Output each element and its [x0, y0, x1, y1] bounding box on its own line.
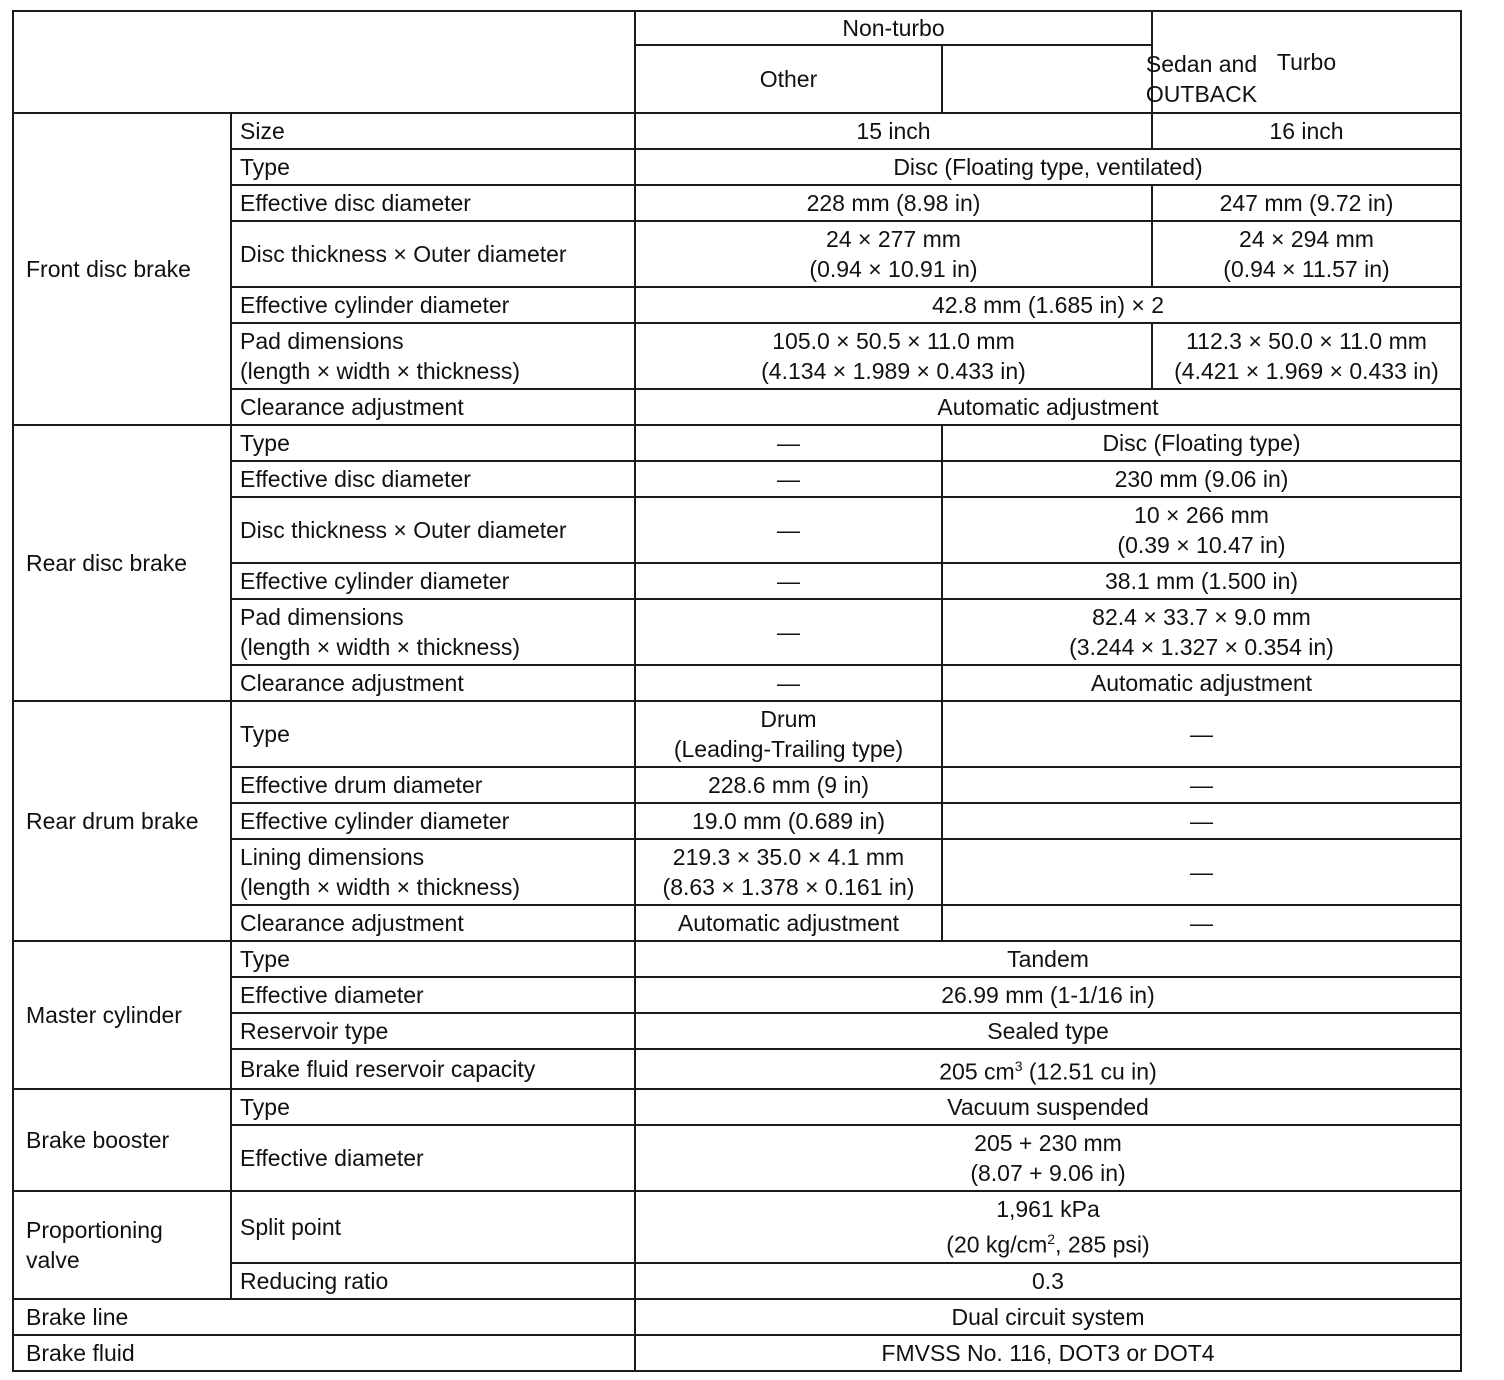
header-sedan-line2: OUTBACK [1145, 81, 1258, 107]
header-non-turbo: Non-turbo [635, 11, 1152, 45]
label-line: Lining dimensions [240, 844, 425, 870]
value-text: , 285 psi) [1055, 1231, 1150, 1258]
cell-value [635, 1049, 1461, 1089]
rear-disc-thickness-row [13, 497, 1461, 563]
rear-disc-eff-cyl-row [13, 563, 1461, 599]
prop-ratio-row [13, 1263, 1461, 1299]
cell-value [635, 1125, 1461, 1191]
row-label: Reducing ratio [231, 1263, 635, 1299]
rear-disc-type-row [13, 425, 1461, 461]
front-type-row [13, 149, 1461, 185]
row-label: Type [231, 1089, 635, 1125]
cell-value: — [635, 665, 942, 701]
cell-value: — [942, 905, 1461, 941]
header-turbo: Turbo [1152, 11, 1461, 113]
row-label: Disc thickness × Outer diameter [231, 497, 635, 563]
value-text: (20 kg/cm [946, 1231, 1048, 1258]
cell-value: 0.3 [635, 1263, 1461, 1299]
label-line: (length × width × thickness) [240, 358, 520, 384]
cell-value [1152, 221, 1461, 287]
rear-drum-eff-drum-row [13, 767, 1461, 803]
row-label [231, 839, 635, 905]
cell-value [635, 1191, 1461, 1263]
label-line: Pad dimensions [240, 604, 404, 630]
row-label: Brake fluid reservoir capacity [231, 1049, 635, 1089]
row-label: Type [231, 425, 635, 461]
row-label: Type [231, 701, 635, 767]
front-clearance-row [13, 389, 1461, 425]
cell-value: — [635, 461, 942, 497]
group-line: Proportioning [26, 1217, 163, 1243]
cell-value: Automatic adjustment [635, 905, 942, 941]
rear-disc-pad-row [13, 599, 1461, 665]
group-line: valve [26, 1247, 80, 1273]
cell-value: 38.1 mm (1.500 in) [942, 563, 1461, 599]
value-line: (0.39 × 10.47 in) [1117, 532, 1286, 558]
header-other: Other [635, 45, 942, 113]
rear-drum-type-row [13, 701, 1461, 767]
rear-drum-eff-cyl-row [13, 803, 1461, 839]
row-label: Effective cylinder diameter [231, 287, 635, 323]
value-text: 205 cm [939, 1058, 1015, 1085]
master-reservoir-row [13, 1013, 1461, 1049]
cell-value [942, 599, 1461, 665]
row-label: Clearance adjustment [231, 389, 635, 425]
front-eff-disc-row [13, 185, 1461, 221]
cell-value [635, 323, 1152, 389]
value-line: (8.07 + 9.06 in) [970, 1160, 1126, 1186]
row-label: Disc thickness × Outer diameter [231, 221, 635, 287]
value-line: Drum [760, 706, 817, 732]
value-line: (3.244 × 1.327 × 0.354 in) [1069, 634, 1334, 660]
row-label: Effective drum diameter [231, 767, 635, 803]
header-blank-cell [13, 11, 635, 113]
cell-value [635, 701, 942, 767]
row-label: Effective disc diameter [231, 185, 635, 221]
cell-value: 230 mm (9.06 in) [942, 461, 1461, 497]
label-line: (length × width × thickness) [240, 634, 520, 660]
cell-value: Sealed type [635, 1013, 1461, 1049]
value-line: 112.3 × 50.0 × 11.0 mm [1186, 328, 1427, 354]
value-line: (4.421 × 1.969 × 0.433 in) [1174, 358, 1439, 384]
cell-value [635, 839, 942, 905]
cell-value: 15 inch [635, 113, 1152, 149]
cell-value: Disc (Floating type, ventilated) [635, 149, 1461, 185]
front-disc-thickness-row [13, 221, 1461, 287]
value-line: 105.0 × 50.5 × 11.0 mm [772, 328, 1015, 354]
cell-value: 26.99 mm (1-1/16 in) [635, 977, 1461, 1013]
group-rear-disc-brake: Rear disc brake [13, 425, 231, 701]
label-line: Pad dimensions [240, 328, 404, 354]
cell-value [635, 221, 1152, 287]
brake-line-row [13, 1299, 1461, 1335]
cell-value: — [942, 803, 1461, 839]
row-label: Reservoir type [231, 1013, 635, 1049]
value-line: 1,961 kPa [996, 1196, 1100, 1223]
row-label [231, 323, 635, 389]
row-label: Clearance adjustment [231, 665, 635, 701]
rear-disc-clearance-row [13, 665, 1461, 701]
row-label: Effective diameter [231, 1125, 635, 1191]
row-label: Effective cylinder diameter [231, 803, 635, 839]
cell-value: Tandem [635, 941, 1461, 977]
rear-drum-lining-row [13, 839, 1461, 905]
cell-value: — [942, 701, 1461, 767]
cell-value [942, 497, 1461, 563]
cell-value: — [635, 599, 942, 665]
front-size-row [13, 113, 1461, 149]
cell-value: — [635, 425, 942, 461]
cell-value: 16 inch [1152, 113, 1461, 149]
header-sedan-line1: Sedan and [1145, 51, 1258, 77]
cell-value: — [635, 497, 942, 563]
group-brake-booster: Brake booster [13, 1089, 231, 1191]
booster-eff-dia-row [13, 1125, 1461, 1191]
value-line: 205 + 230 mm [974, 1130, 1122, 1156]
header-row [13, 11, 1461, 45]
group-proportioning-valve [13, 1191, 231, 1299]
cell-value: FMVSS No. 116, DOT3 or DOT4 [635, 1335, 1461, 1371]
value-line: 82.4 × 33.7 × 9.0 mm [1092, 604, 1311, 630]
value-superscript: 3 [1014, 1058, 1023, 1075]
rear-disc-eff-disc-row [13, 461, 1461, 497]
value-line: (0.94 × 11.57 in) [1223, 256, 1390, 282]
cell-value: Automatic adjustment [942, 665, 1461, 701]
cell-value: — [942, 767, 1461, 803]
brake-spec-table [12, 10, 1462, 1372]
cell-value: 42.8 mm (1.685 in) × 2 [635, 287, 1461, 323]
value-line: 24 × 277 mm [826, 226, 961, 252]
value-line: (0.94 × 10.91 in) [809, 256, 978, 282]
row-label: Clearance adjustment [231, 905, 635, 941]
value-line: (4.134 × 1.989 × 0.433 in) [761, 358, 1026, 384]
booster-type-row [13, 1089, 1461, 1125]
cell-value: 19.0 mm (0.689 in) [635, 803, 942, 839]
brake-fluid-row [13, 1335, 1461, 1371]
row-label: Effective diameter [231, 977, 635, 1013]
header-sedan-outback [942, 45, 1461, 113]
value-superscript: 2 [1047, 1231, 1056, 1248]
cell-value: — [635, 563, 942, 599]
front-eff-cyl-row [13, 287, 1461, 323]
value-line: 219.3 × 35.0 × 4.1 mm [672, 844, 905, 870]
cell-value: 228 mm (8.98 in) [635, 185, 1152, 221]
cell-value: Dual circuit system [635, 1299, 1461, 1335]
front-pad-row [13, 323, 1461, 389]
group-rear-drum-brake: Rear drum brake [13, 701, 231, 941]
value-line: 10 × 266 mm [1134, 502, 1269, 528]
value-text: (12.51 cu in) [1022, 1058, 1157, 1085]
master-eff-dia-row [13, 977, 1461, 1013]
cell-value [1152, 323, 1461, 389]
cell-value: Automatic adjustment [635, 389, 1461, 425]
row-label: Effective disc diameter [231, 461, 635, 497]
value-line [644, 1224, 1452, 1260]
cell-value: — [942, 839, 1461, 905]
cell-value: 247 mm (9.72 in) [1152, 185, 1461, 221]
row-label-brake-fluid: Brake fluid [13, 1335, 635, 1371]
cell-value: Disc (Floating type) [942, 425, 1461, 461]
master-capacity-row [13, 1049, 1461, 1089]
cell-value: Vacuum suspended [635, 1089, 1461, 1125]
row-label: Type [231, 941, 635, 977]
group-front-disc-brake: Front disc brake [13, 113, 231, 425]
master-type-row [13, 941, 1461, 977]
prop-split-row [13, 1191, 1461, 1263]
value-line: 24 × 294 mm [1239, 226, 1374, 252]
row-label [231, 599, 635, 665]
label-line: (length × width × thickness) [240, 874, 520, 900]
value-line: (8.63 × 1.378 × 0.161 in) [662, 874, 915, 900]
cell-value: 228.6 mm (9 in) [635, 767, 942, 803]
value-line: (Leading-Trailing type) [673, 736, 904, 762]
row-label: Effective cylinder diameter [231, 563, 635, 599]
row-label: Size [231, 113, 635, 149]
rear-drum-clearance-row [13, 905, 1461, 941]
row-label-brake-line: Brake line [13, 1299, 635, 1335]
row-label: Split point [231, 1191, 635, 1263]
group-master-cylinder: Master cylinder [13, 941, 231, 1089]
row-label: Type [231, 149, 635, 185]
